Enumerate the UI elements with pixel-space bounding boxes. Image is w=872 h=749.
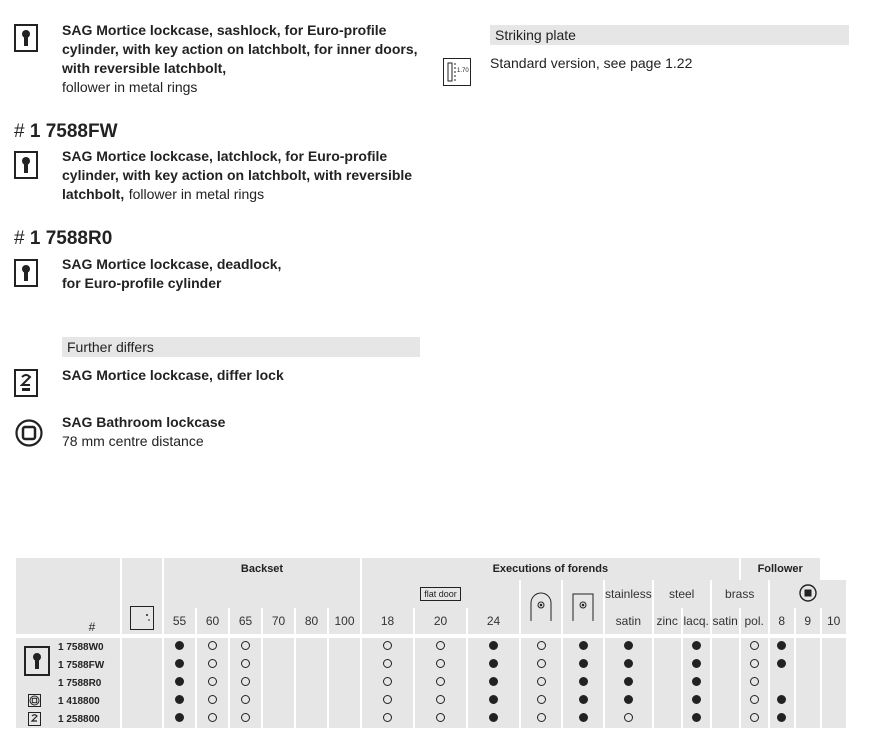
euro-cylinder-icon: [14, 259, 38, 287]
product-sashlock: [62, 21, 422, 97]
follower-col: 8: [770, 608, 794, 634]
finish-col: pol.: [741, 608, 768, 634]
backset-col: 70: [263, 608, 294, 634]
euro-cylinder-icon: [14, 24, 38, 52]
euro-cylinder-icon: [24, 646, 50, 676]
product-differ-lock: SAG Mortice lockcase, differ lock: [62, 367, 284, 383]
bathroom-lock-icon: [14, 418, 44, 448]
backset-col: 80: [296, 608, 327, 634]
backset-col: 55: [164, 608, 195, 634]
backset-header: Backset: [164, 558, 360, 580]
striking-plate-icon-label: 1.70: [457, 68, 469, 74]
follower-col: 10: [822, 608, 846, 634]
finish-col: zinc: [654, 608, 681, 634]
follower-square-icon: [799, 584, 817, 602]
striking-plate-icon: [443, 58, 471, 86]
forends-header: Executions of forends: [362, 558, 739, 580]
round-forend-icon: [529, 591, 553, 621]
table-row: 1 258800: [16, 710, 846, 728]
product-latchlock: SAG Mortice lockcase, latchlock, for Euro-profile cylinder, with key action on latchbolt, with reversible latchbolt, follower in metal rings: [62, 148, 413, 202]
table-row: 1 7588R0: [16, 674, 846, 692]
hash-header: #: [88, 620, 96, 634]
backset-col: 60: [197, 608, 228, 634]
euro-cylinder-icon: [14, 151, 38, 179]
backset-col: 65: [230, 608, 261, 634]
table-row: 1 7588FW: [16, 656, 846, 674]
follower-col: 9: [796, 608, 820, 634]
product-code-heading: # 1 7588R0: [14, 228, 113, 249]
forend-col: 24: [468, 608, 519, 634]
flat-door-label: flat door: [420, 587, 461, 601]
product-desc: follower in metal rings: [62, 79, 198, 95]
further-differs-band: Further differs: [62, 337, 420, 357]
night-latch-icon: [130, 606, 154, 630]
square-forend-icon: [571, 591, 595, 621]
product-code-heading: # 1 7588FW: [14, 121, 118, 142]
finish-col: satin: [605, 608, 652, 634]
striking-plate-band: Striking plate: [490, 25, 849, 45]
stainless-header: stainless: [605, 580, 652, 608]
forend-col: 20: [415, 608, 466, 634]
backset-col: 100: [329, 608, 360, 634]
product-bathroom: SAG Bathroom lockcase 78 mm centre distance: [62, 414, 226, 449]
differ-lock-icon: [14, 369, 38, 397]
brass-header: brass: [712, 580, 768, 608]
product-title: SAG Mortice lockcase, sashlock, for Euro-profile cylinder, with key action on latchbolt, for inner doors, with reversible latchbolt,: [62, 22, 418, 76]
striking-plate-text: Standard version, see page 1.22: [490, 55, 693, 71]
finish-col: satin: [712, 608, 739, 634]
differ-lock-icon: [28, 712, 41, 726]
product-deadlock: SAG Mortice lockcase, deadlock, for Euro-profile cylinder: [62, 256, 282, 291]
finish-col: lacq.: [683, 608, 710, 634]
follower-header: Follower: [741, 558, 820, 580]
spec-table: [14, 558, 848, 728]
table-row: 1 418800: [16, 692, 846, 710]
steel-header: steel: [654, 580, 710, 608]
forend-col: 18: [362, 608, 413, 634]
bathroom-lock-icon: [28, 694, 41, 707]
table-row: 1 7588W0: [16, 638, 846, 656]
